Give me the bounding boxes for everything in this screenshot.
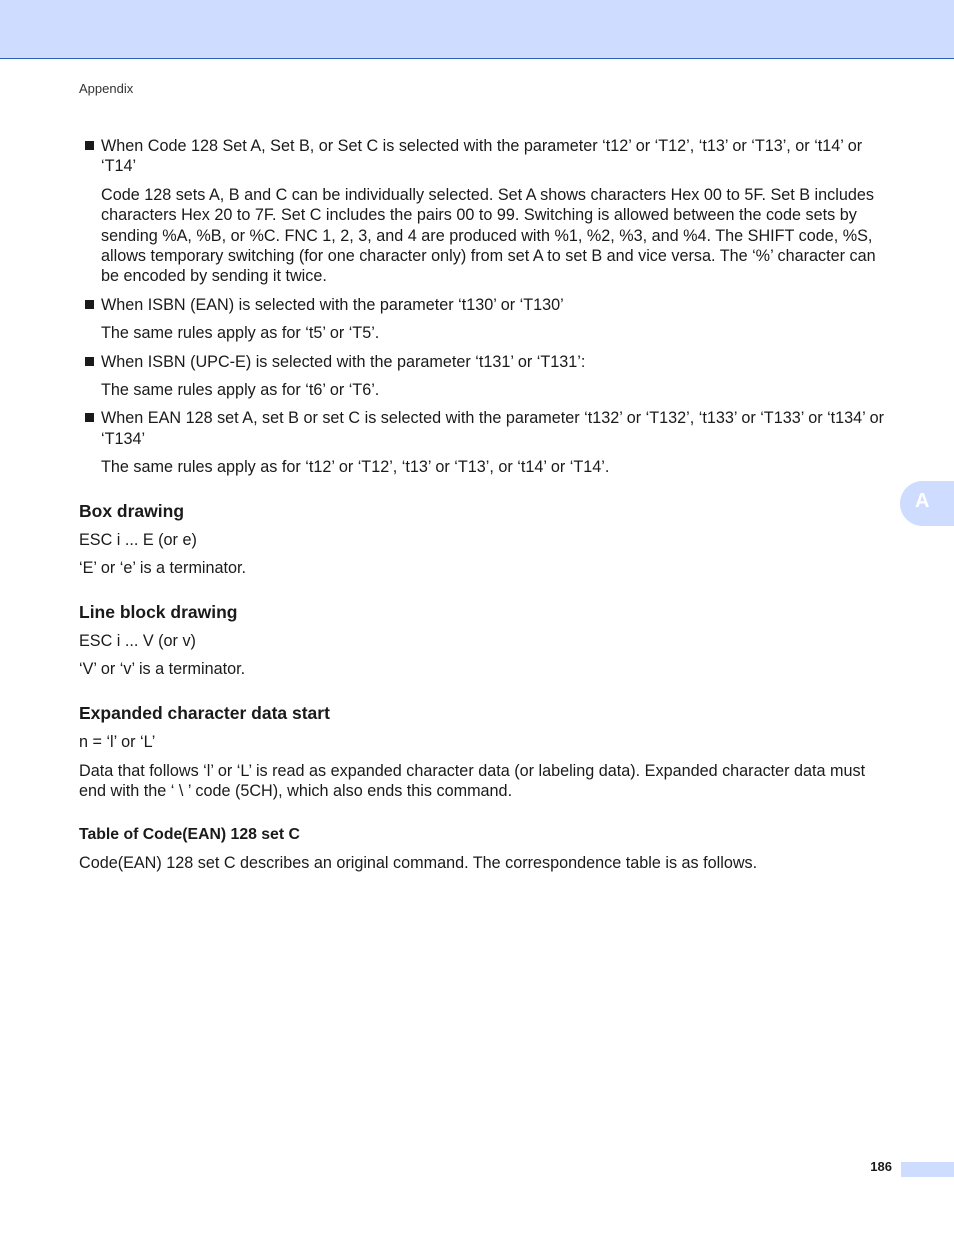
bullet-text: When ISBN (UPC-E) is selected with the parameter ‘t131’ or ‘T131’: (101, 352, 586, 371)
bullet-item-code128 (79, 136, 891, 177)
line-block-terminator: ‘V’ or ‘v’ is a terminator. (79, 659, 246, 678)
box-drawing-terminator: ‘E’ or ‘e’ is a terminator. (79, 559, 247, 578)
box-drawing-command: ESC i ... E (or e) (79, 530, 197, 549)
expanded-body: Data that follows ‘l’ or ‘L’ is read as expanded character data (or labeling data). Expanded character data must end with the ‘ \ ’ code (5CH), which also ends this command. (79, 761, 866, 801)
header-band (0, 0, 954, 59)
bullet-note: The same rules apply as for ‘t5’ or ‘T5’. (101, 324, 380, 343)
side-tab-label: A (915, 490, 930, 512)
footer-bar (901, 1162, 954, 1177)
page-number: 186 (870, 1159, 892, 1174)
bullet-note: The same rules apply as for ‘t12’ or ‘T12’, ‘t13’ or ‘T13’, or ‘t14’ or ‘T14’. (101, 458, 610, 477)
appendix-side-tab (900, 481, 954, 526)
square-bullet-icon (85, 141, 94, 150)
page-content (79, 136, 891, 873)
bullet-text: When ISBN (EAN) is selected with the parameter ‘t130’ or ‘T130’ (101, 295, 564, 314)
bullet-note: The same rules apply as for ‘t6’ or ‘T6’. (101, 381, 380, 400)
heading-box-drawing: Box drawing (79, 500, 185, 521)
line-block-command: ESC i ... V (or v) (79, 631, 196, 650)
bullet-item-isbn-upce (79, 352, 891, 372)
bullet-text: When Code 128 Set A, Set B, or Set C is selected with the parameter ‘t12’ or ‘T12’, ‘t13’ or ‘T13’, or ‘t14’ or ‘T14’ (101, 137, 863, 176)
square-bullet-icon (85, 413, 94, 422)
heading-expanded: Expanded character data start (79, 703, 330, 724)
heading-table-code128c: Table of Code(EAN) 128 set C (79, 825, 300, 843)
expanded-param: n = ‘l’ or ‘L’ (79, 733, 156, 752)
table-section-body: Code(EAN) 128 set C describes an original command. The correspondence table is as follows. (79, 853, 758, 872)
bullet-item-ean128 (79, 408, 891, 449)
bullet-item-isbn-ean (79, 295, 891, 315)
bullet-text: When EAN 128 set A, set B or set C is selected with the parameter ‘t132’ or ‘T132’, ‘t133’ or ‘T133’ or ‘t134’ or ‘T134’ (101, 409, 885, 448)
bullet-note: Code 128 sets A, B and C can be individually selected. Set A shows characters Hex 00 to 5F. Set B includes characters Hex 20 to 7F. Set C includes the pairs 00 to 99. Switching is allowed between the code sets by sending %A, %B, or %C. FNC 1, 2, 3, and 4 are produced with %1, %2, %3, and %4. The SHIFT code, %S, allows temporary switching (for one character only) from set A to set B and vice versa. The ‘%’ character can be encoded by sending it twice. (101, 185, 876, 286)
square-bullet-icon (85, 357, 94, 366)
running-head: Appendix (79, 81, 134, 96)
heading-line-block: Line block drawing (79, 601, 238, 622)
square-bullet-icon (85, 300, 94, 309)
